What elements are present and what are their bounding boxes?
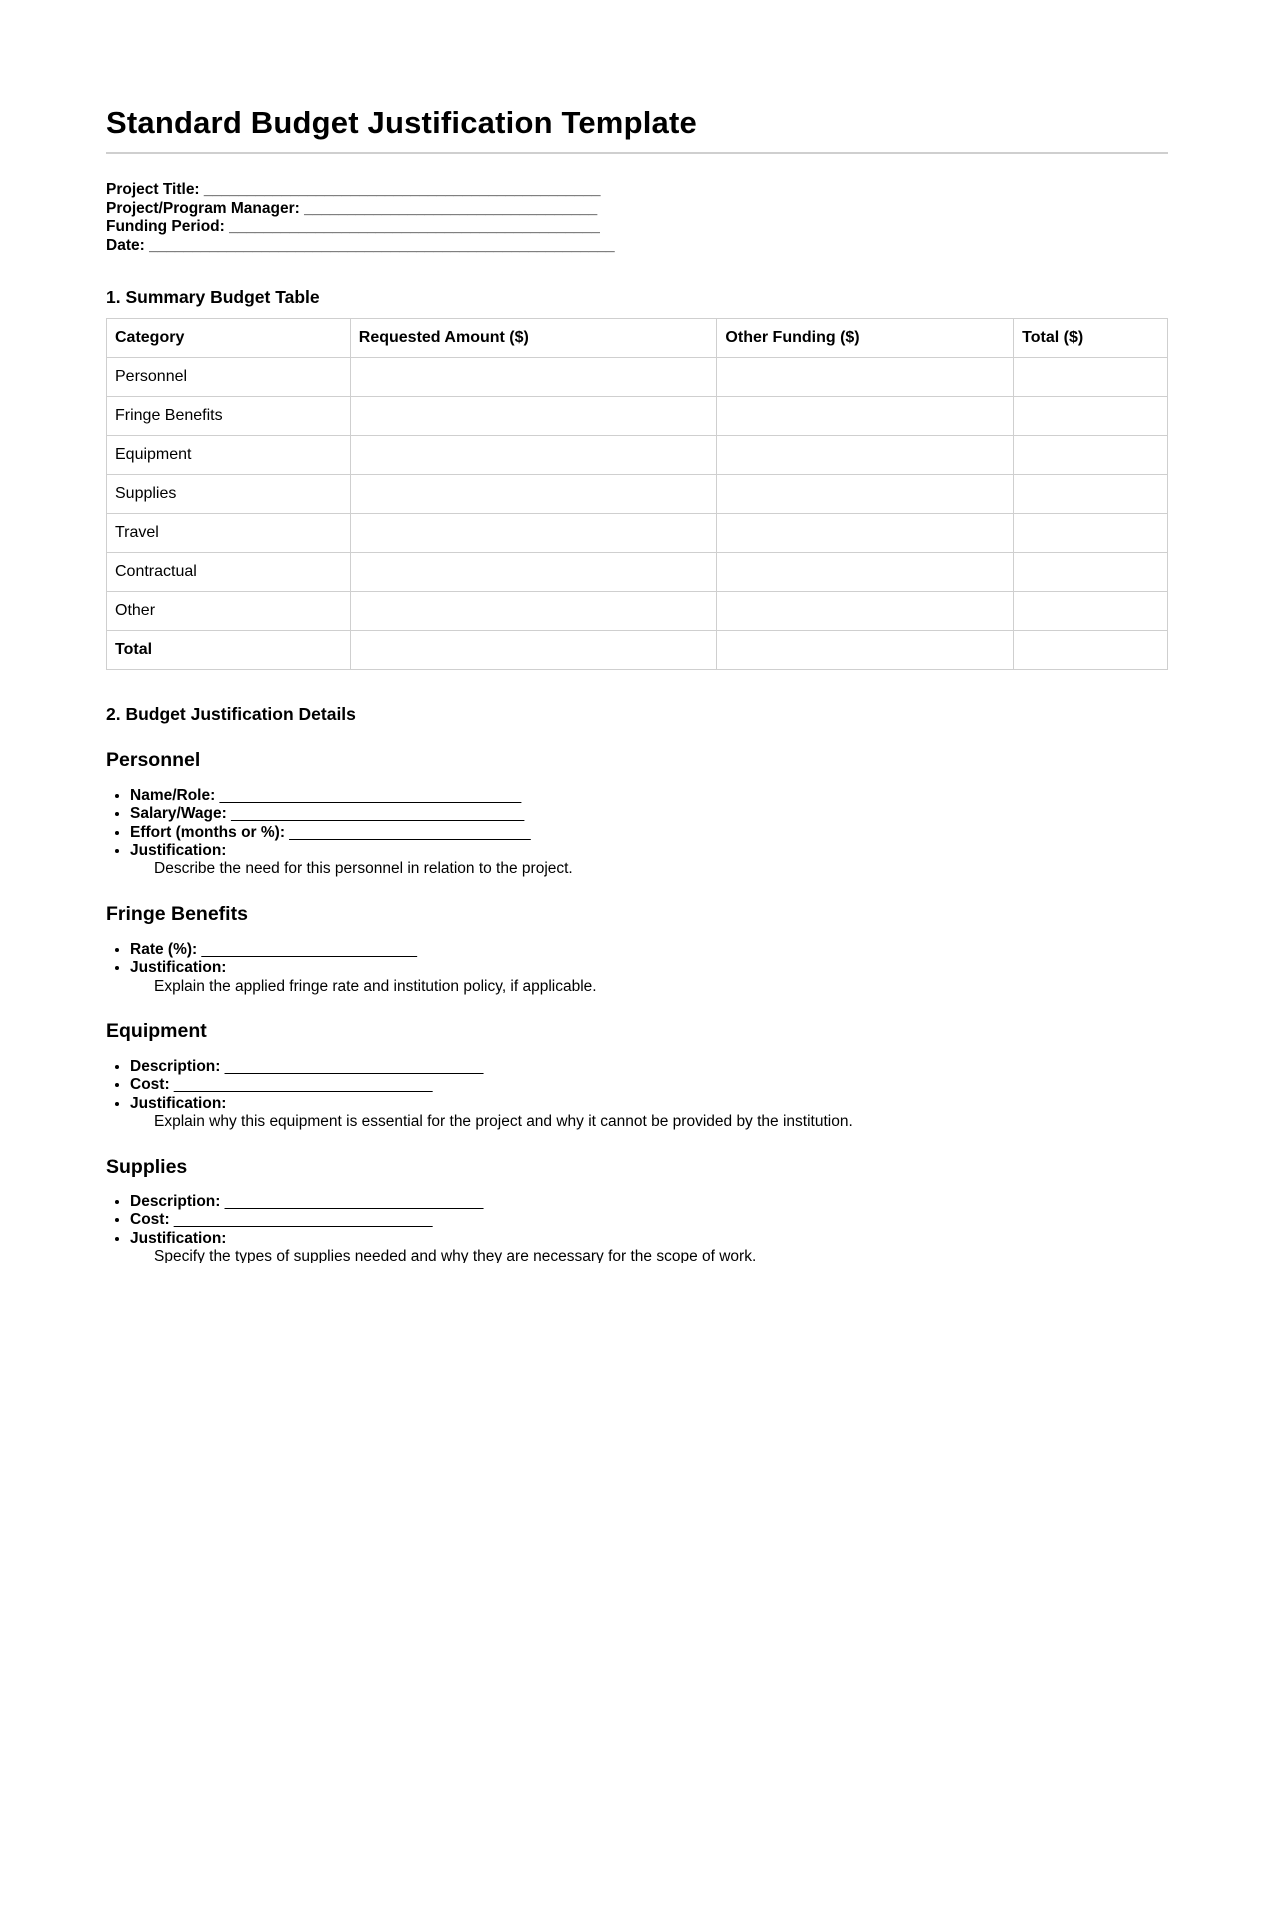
category-cell: Other: [107, 592, 351, 631]
table-row: [107, 514, 1168, 553]
category-cell: Fringe Benefits: [107, 397, 351, 436]
personnel-heading: Personnel: [106, 749, 201, 771]
list-item[interactable]: [130, 1211, 756, 1229]
list-item[interactable]: [130, 1193, 756, 1211]
amount-cell[interactable]: [717, 436, 1014, 475]
table-total-row: [107, 631, 1168, 670]
supplies-heading: Supplies: [106, 1156, 188, 1178]
amount-cell[interactable]: [1014, 358, 1168, 397]
amount-cell[interactable]: [1014, 436, 1168, 475]
list-item[interactable]: [130, 959, 597, 977]
column-header: Other Funding ($): [717, 319, 1014, 358]
category-cell: Contractual: [107, 553, 351, 592]
field-label: Cost:: [130, 1211, 170, 1229]
column-header: Category: [107, 319, 351, 358]
field-blank: ___________________________________________: [229, 218, 600, 235]
project-title-field[interactable]: [106, 181, 615, 200]
amount-cell[interactable]: [1014, 397, 1168, 436]
summary-heading: 1. Summary Budget Table: [106, 287, 320, 307]
justification-text: Specify the types of supplies needed and why they are necessary for the scope of work.: [154, 1247, 757, 1263]
field-label: Date:: [106, 236, 145, 254]
amount-cell[interactable]: [717, 592, 1014, 631]
title-divider: [106, 152, 1168, 154]
category-cell: Travel: [107, 514, 351, 553]
amount-cell[interactable]: [350, 397, 717, 436]
field-blank: ______________________________: [224, 1058, 484, 1075]
fringe-benefits-fields: [106, 941, 597, 996]
list-item[interactable]: [130, 842, 573, 860]
table-header-row: [107, 319, 1168, 358]
fringe-benefits-heading: Fringe Benefits: [106, 903, 248, 925]
details-heading: 2. Budget Justification Details: [106, 704, 356, 724]
field-label: Description:: [130, 1193, 221, 1210]
table-row: [107, 397, 1168, 436]
field-label: Justification:: [130, 1094, 227, 1112]
amount-cell[interactable]: [350, 358, 717, 397]
amount-cell[interactable]: [717, 553, 1014, 592]
field-blank: ____________________________: [289, 823, 531, 841]
category-cell: Personnel: [107, 358, 351, 397]
field-label: Justification:: [130, 959, 227, 977]
date-field[interactable]: [106, 237, 615, 256]
field-label: Funding Period:: [106, 218, 225, 235]
field-blank: __________________________________: [304, 199, 598, 217]
amount-cell[interactable]: [350, 592, 717, 631]
field-label: Salary/Wage:: [130, 805, 227, 823]
summary-budget-table: [106, 318, 1168, 670]
list-item[interactable]: [130, 824, 573, 842]
project-info-block: [106, 181, 615, 255]
table-row: [107, 358, 1168, 397]
justification-text: Explain the applied fringe rate and institution policy, if applicable.: [154, 977, 597, 995]
list-item[interactable]: [130, 787, 573, 805]
equipment-heading: Equipment: [106, 1020, 207, 1042]
list-item[interactable]: [130, 941, 597, 959]
table-row: [107, 553, 1168, 592]
column-header: Total ($): [1014, 319, 1168, 358]
amount-cell[interactable]: [1014, 592, 1168, 631]
project-manager-field[interactable]: [106, 200, 615, 219]
field-blank: ______________________________: [173, 1076, 433, 1094]
field-blank: _________________________: [201, 941, 417, 958]
field-label: Project Title:: [106, 181, 200, 198]
personnel-fields: [106, 787, 573, 878]
category-cell: Equipment: [107, 436, 351, 475]
amount-cell[interactable]: [717, 631, 1014, 670]
field-label: Name/Role:: [130, 787, 216, 804]
justification-text: Explain why this equipment is essential for the project and why it cannot be provided by the institution.: [154, 1112, 853, 1130]
supplies-fields: [106, 1193, 756, 1263]
amount-cell[interactable]: [717, 475, 1014, 514]
equipment-fields: [106, 1058, 853, 1131]
amount-cell[interactable]: [350, 631, 717, 670]
total-label-cell: Total: [107, 631, 351, 670]
field-label: Rate (%):: [130, 941, 198, 958]
field-blank: ______________________________________________________: [149, 236, 615, 254]
field-label: Description:: [130, 1058, 221, 1075]
amount-cell[interactable]: [717, 397, 1014, 436]
field-blank: ______________________________: [173, 1211, 433, 1229]
table-row: [107, 436, 1168, 475]
amount-cell[interactable]: [350, 514, 717, 553]
field-label: Effort (months or %):: [130, 823, 285, 841]
amount-cell[interactable]: [1014, 514, 1168, 553]
amount-cell[interactable]: [350, 475, 717, 514]
table-row: [107, 592, 1168, 631]
table-row: [107, 475, 1168, 514]
funding-period-field[interactable]: [106, 218, 615, 237]
list-item[interactable]: [130, 1230, 756, 1248]
column-header: Requested Amount ($): [350, 319, 717, 358]
amount-cell[interactable]: [717, 358, 1014, 397]
list-item[interactable]: [130, 1076, 853, 1094]
justification-text: Describe the need for this personnel in relation to the project.: [154, 860, 573, 878]
document-title: Standard Budget Justification Template: [106, 105, 697, 140]
amount-cell[interactable]: [717, 514, 1014, 553]
field-blank: ______________________________: [224, 1193, 484, 1210]
list-item[interactable]: [130, 1095, 853, 1113]
field-label: Project/Program Manager:: [106, 199, 300, 217]
amount-cell[interactable]: [350, 553, 717, 592]
category-cell: Supplies: [107, 475, 351, 514]
field-blank: __________________________________: [231, 805, 525, 823]
field-blank: ______________________________________________: [203, 181, 601, 198]
amount-cell[interactable]: [1014, 631, 1168, 670]
list-item[interactable]: [130, 805, 573, 823]
field-blank: ___________________________________: [219, 787, 522, 804]
amount-cell[interactable]: [350, 436, 717, 475]
amount-cell[interactable]: [1014, 475, 1168, 514]
list-item[interactable]: [130, 1058, 853, 1076]
amount-cell[interactable]: [1014, 553, 1168, 592]
field-label: Cost:: [130, 1076, 170, 1094]
field-label: Justification:: [130, 841, 227, 859]
field-label: Justification:: [130, 1229, 227, 1247]
